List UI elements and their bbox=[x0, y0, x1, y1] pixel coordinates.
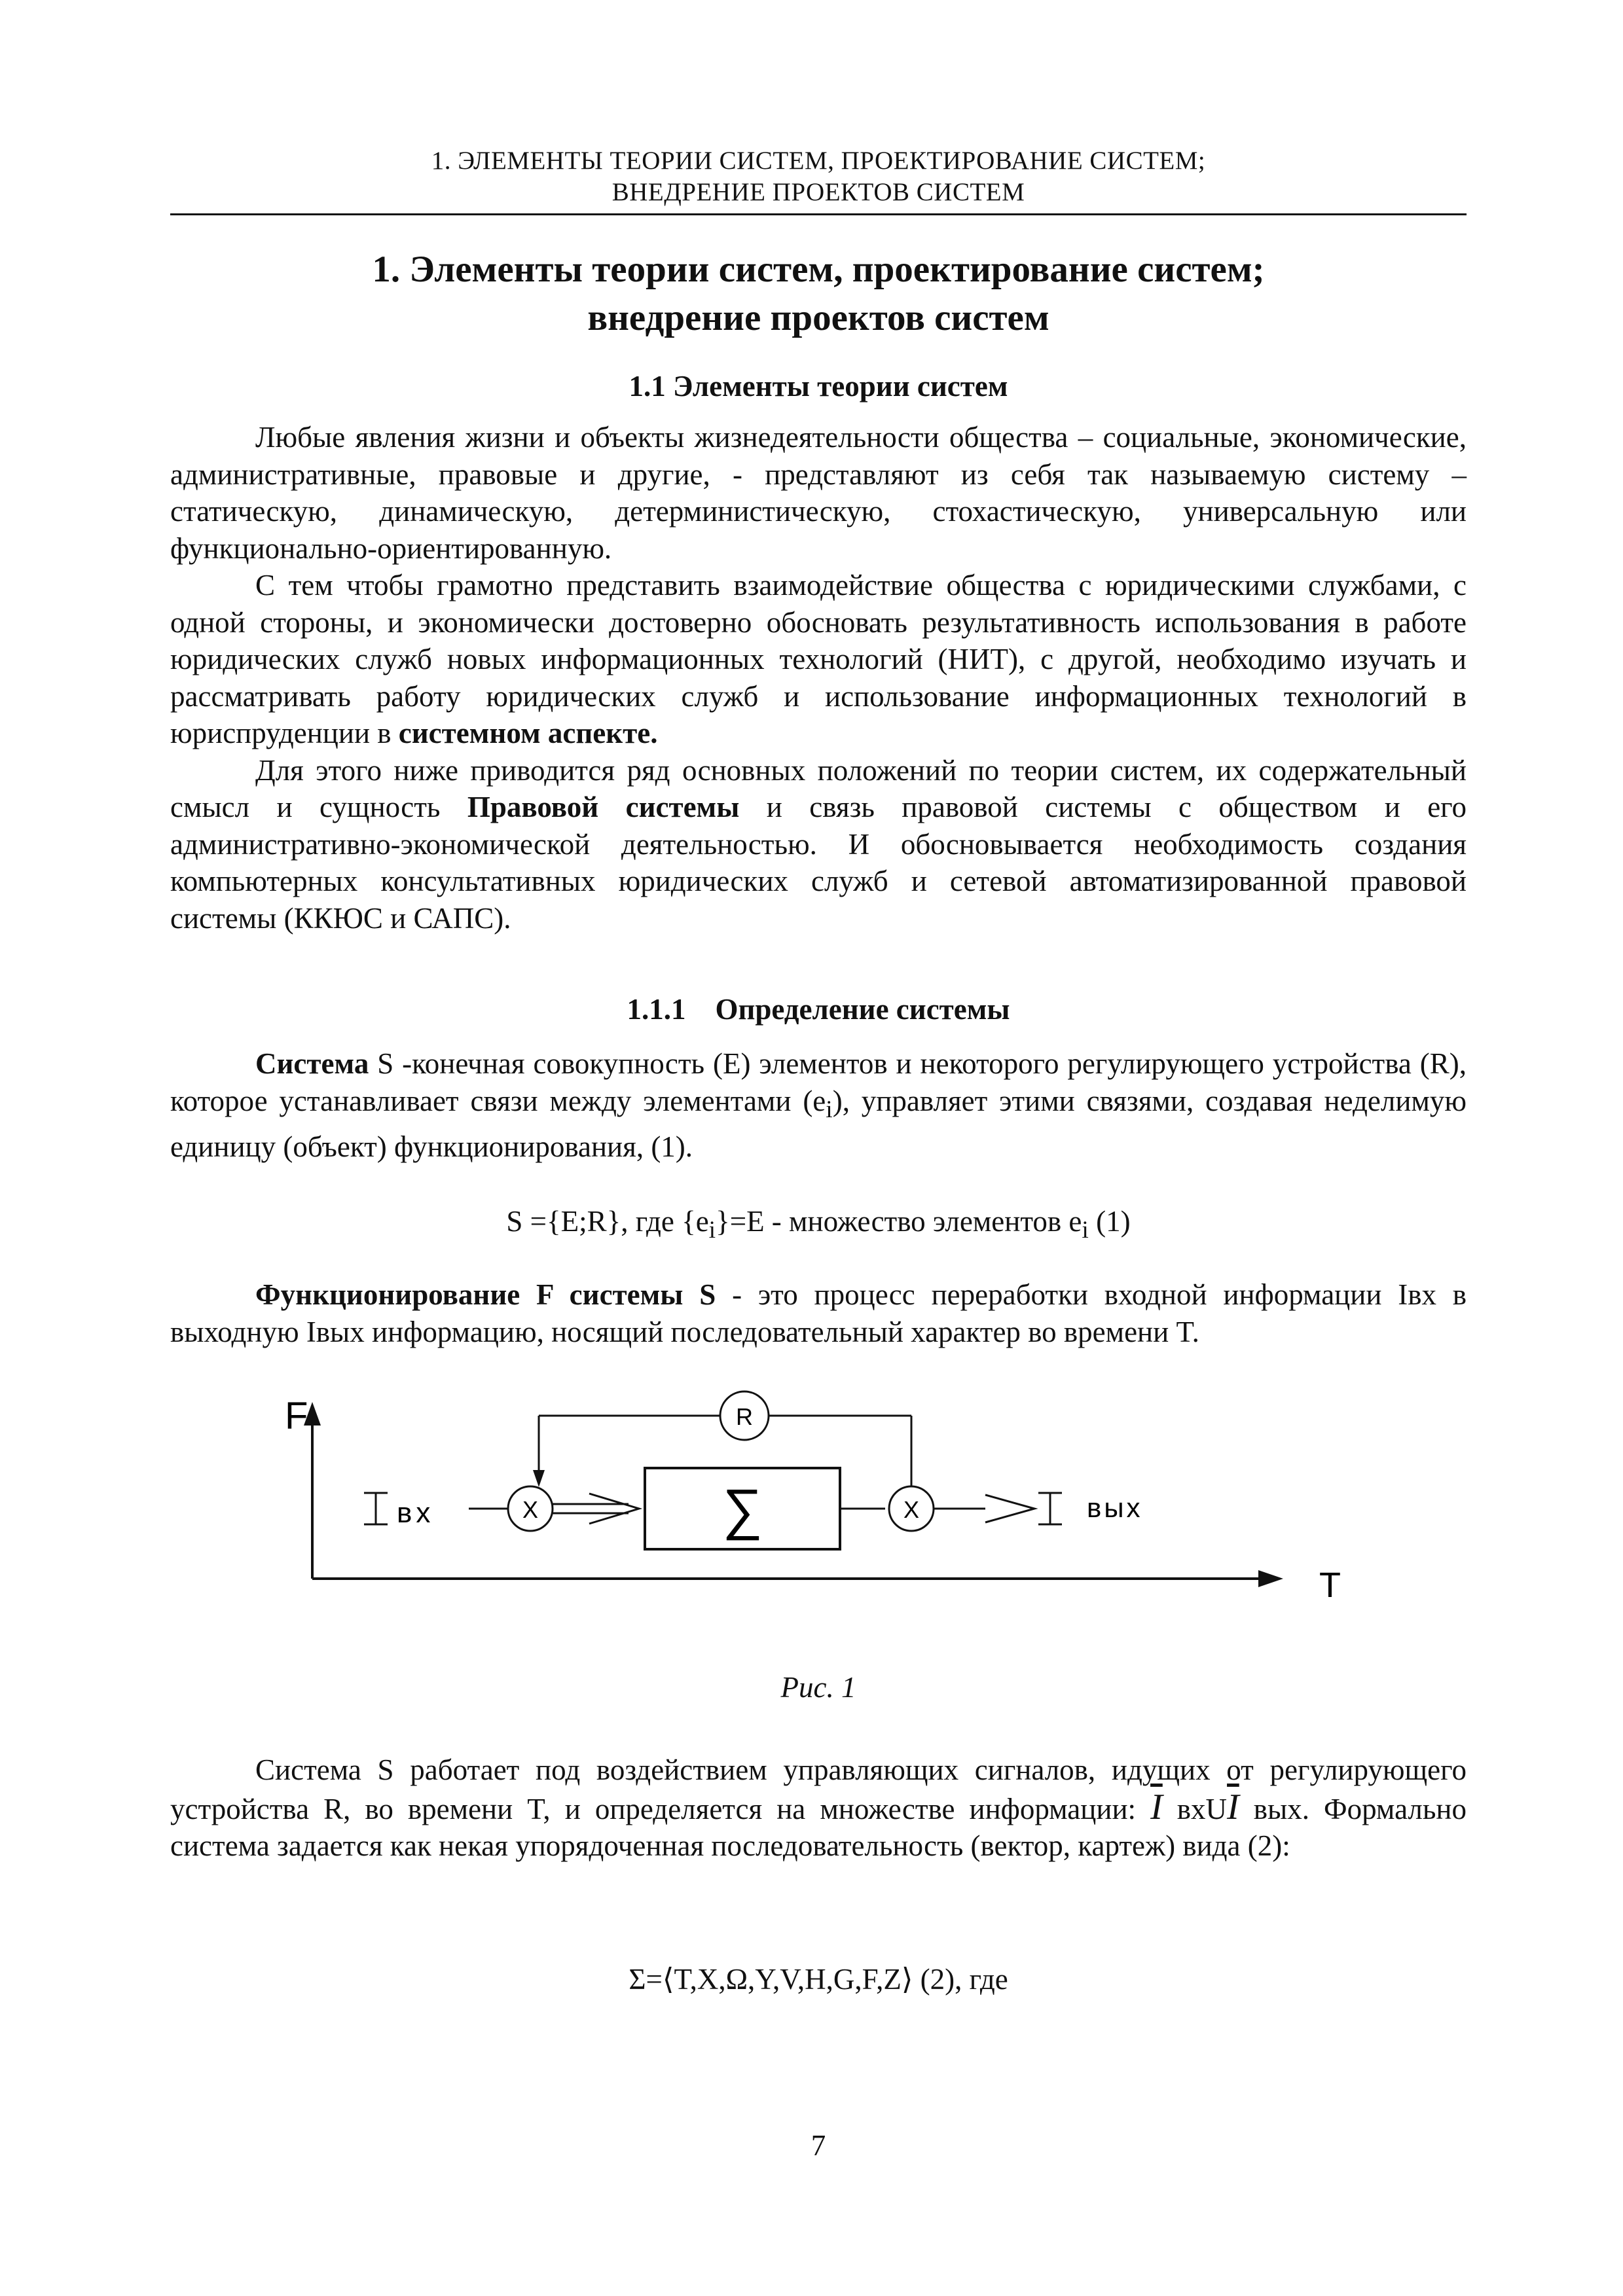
formula-1-sub-2: i bbox=[1082, 1217, 1089, 1244]
input-info-symbol: $\overline{I}$ bbox=[1150, 1786, 1163, 1827]
sigma-symbol: ∑ bbox=[722, 1478, 763, 1541]
paragraph-2 bbox=[170, 567, 1467, 752]
definition-subscript: i bbox=[826, 1096, 833, 1123]
running-header-line-1: 1. ЭЛЕМЕНТЫ ТЕОРИИ СИСТЕМ, ПРОЕКТИРОВАНИЕ СИСТЕМ; bbox=[431, 147, 1206, 175]
output-info-symbol: $\overline{I}$ bbox=[1227, 1786, 1239, 1827]
definition-text-end: ), управляет этими связями, создавая неделимую единицу (объект) функционирования, (1). bbox=[170, 1084, 1467, 1163]
paragraph-3 bbox=[170, 752, 1467, 937]
right-node-label: X bbox=[903, 1496, 920, 1523]
section-heading: 1.1 Элементы теории систем bbox=[629, 370, 1008, 403]
definition-text bbox=[170, 1045, 1467, 1166]
paragraph-3-text-end: и связь правовой системы с обществом и его административно-экономической деятельностью. И обосновывается необходимость создания компьютерных консультативных юридических служб и сетевой автоматизированной правовой системы (ККЮС и САПС). bbox=[170, 791, 1467, 935]
system-diagram bbox=[0, 1361, 1623, 1623]
y-axis-label: F bbox=[285, 1395, 308, 1437]
forward-arrow-icon bbox=[589, 1494, 639, 1524]
paragraph-1: Любые явления жизни и объекты жизнедеятельности общества – социальные, экономические, административные, правовые и другие, - представляют из себя так называемую систему – статическую, динамическую, детерминистическую, стохастическую, универсальную или функционально-ориентированную. bbox=[170, 421, 1467, 565]
closing-text-part-2: вых. Формально система задается как некая упорядоченная последовательность (вектор, картеж) вида (2): bbox=[170, 1792, 1467, 1862]
formula-1-sub-1: i bbox=[708, 1217, 716, 1244]
formula-2: Σ=⟨T,X,Ω,Y,V,H,G,F,Z⟩ (2), где bbox=[629, 1963, 1008, 1996]
figure-caption: Рис. 1 bbox=[780, 1671, 856, 1704]
output-symbol bbox=[1038, 1493, 1062, 1524]
paragraph-3-bold: Правовой системы bbox=[467, 791, 740, 823]
closing-text-mid: вхU bbox=[1162, 1792, 1228, 1825]
definition-bold: Система bbox=[255, 1047, 369, 1080]
closing-paragraph bbox=[170, 1751, 1467, 1865]
output-label: вых bbox=[1087, 1492, 1143, 1523]
closing-text-part-1: Система S работает под воздействием управляющих сигналов, идущих от регулирующего устройства R, во времени T, и определяется на множестве информации: bbox=[170, 1753, 1467, 1825]
x-axis-label: T bbox=[1319, 1566, 1341, 1605]
closing-text bbox=[170, 1751, 1467, 1865]
chapter-title bbox=[170, 245, 1467, 342]
paragraph-2-bold: системном аспекте. bbox=[398, 717, 658, 749]
intro-text bbox=[170, 419, 1467, 937]
formula-1-part-1: S ={E;R}, где {e bbox=[506, 1205, 709, 1238]
subsection-heading: 1.1.1 Определение системы bbox=[627, 993, 1010, 1026]
definition-text-part: S -конечная совокупность (E) элементов и некоторого регулирующего устройства (R), которое устанавливает связи между элементами (e bbox=[170, 1047, 1467, 1117]
chapter-title-line-1: 1. Элементы теории систем, проектирование систем; bbox=[372, 249, 1265, 290]
input-symbol bbox=[364, 1493, 388, 1524]
feedback-arrow-icon bbox=[533, 1470, 545, 1487]
formula-1-part-2: }=E - множество элементов e bbox=[716, 1205, 1082, 1238]
formula-1-part-3: (1) bbox=[1088, 1205, 1131, 1238]
left-node-label: X bbox=[522, 1496, 539, 1523]
formula-1 bbox=[170, 1203, 1467, 1249]
definition-paragraph bbox=[170, 1045, 1467, 1166]
x-axis-arrow-icon bbox=[1258, 1570, 1283, 1587]
output-arrow-icon bbox=[985, 1495, 1034, 1522]
running-header-line-2: ВНЕДРЕНИЕ ПРОЕКТОВ СИСТЕМ bbox=[611, 178, 1025, 206]
regulator-label: R bbox=[736, 1403, 753, 1430]
header-rule bbox=[170, 213, 1467, 215]
input-label: вх bbox=[397, 1497, 435, 1529]
functioning-text-part: - это процесс переработки входной информации Iвх в выходную Iвых информацию, носящий последовательный характер во времени T. bbox=[170, 1278, 1467, 1348]
chapter-title-line-2: внедрение проектов систем bbox=[587, 297, 1049, 338]
functioning-bold: Функционирование F системы S bbox=[255, 1278, 716, 1311]
functioning-text bbox=[170, 1276, 1467, 1350]
functioning-paragraph bbox=[170, 1276, 1467, 1350]
running-header bbox=[170, 145, 1467, 208]
paragraph-2-text: С тем чтобы грамотно представить взаимодействие общества с юридическими службами, с одной стороны, и экономически достоверно обосновать результативность использования в работе юридических служб новых информационных технологий (НИТ), с другой, необходимо изучать и рассматривать работу юридических служб и использование информационных технологий в юриспруденции в bbox=[170, 569, 1467, 749]
page-number: 7 bbox=[811, 2129, 826, 2162]
paragraph-3-text-start: Для этого ниже приводится ряд основных положений по теории систем, их содержательный смысл и сущность bbox=[170, 753, 1467, 823]
